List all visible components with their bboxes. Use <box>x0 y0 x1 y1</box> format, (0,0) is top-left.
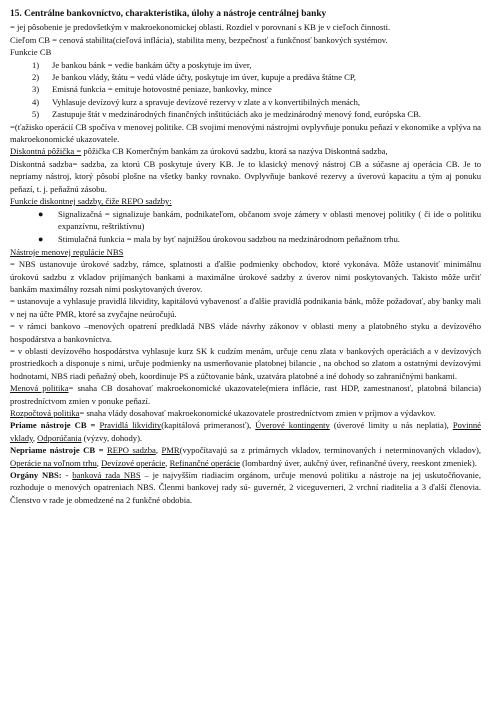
nbs-paragraph: = NBS ustanovuje úrokové sadzby, rámce, splatnosti a ďalšie podmienky obchodov, ktoré vykonáva. Môže ustanoviť minimálnu úrokovú sadzbu z vkladov prijímaných bankami a maximálne úrokové sadzby z úverov nimi poskytovaných. Takisto môže určiť bankám maximálny rozsah nimi poskytovaných úverov. <box>10 259 481 294</box>
monetary-policy-definition: Menová politika= snaha CB dosahovať makroekonomické ukazovatele(miera inflácie, rast HDP, zamestnanosť, platobná bilancia) prostredníctvom zmien v ponuke peňazí. <box>10 383 481 406</box>
nbs-organs-paragraph: Orgány NBS: - banková rada NBS – je najvyšším riadiacim orgánom, určuje menovú politiku a nástroje na jej uskutočňovanie, rozhoduje o menových opatreniach NBS. Členmi bankovej rady sú- guvernér, 2 viceguverneri, 2 vrchní riaditelia a 3 ďalší členovia. Členstvo v rade je obmedzené na 2 funkčné obdobia. <box>10 470 481 505</box>
list-item: 1) Je bankou bánk = vedie bankám účty a poskytuje im úver, <box>32 59 252 70</box>
list-item: ● Stimulačná funkcia = mala by byť najnižšou úrokovou sadzbou na medzinárodnom peňažnom trhu. <box>38 234 400 245</box>
discount-rate-paragraph: Diskontná sadzba= sadzba, za ktorú CB poskytuje úvery KB. Je to klasický menový nástroj CB a súčasne aj operácia CB. Je to nepriamy nástroj, ktorý pôsobí plošne na všetky banky rovnako. Ovplyvňuje bankové rezervy a úverovú kapacitu a tým aj ponuku peňazí, t. j. peňažnú zásobu. <box>10 158 481 194</box>
page-title: 15. Centrálne bankovníctvo, charakteristika, úlohy a nástroje centrálnej banky <box>10 9 327 19</box>
nbs-instruments-heading: Nástroje menovej regulácie NBS <box>10 246 124 257</box>
discount-loan-paragraph: Diskontná pôžička = pôžička CB Komerčným bankám za úrokovú sadzbu, ktorá sa nazýva Diskontná sadzba, <box>10 146 388 157</box>
list-item: 3) Emisná funkcia = emituje hotovostné peniaze, bankovky, mince <box>32 84 272 95</box>
bullet-icon: ● <box>38 234 44 245</box>
bullet-icon: ● <box>38 208 44 219</box>
functions-list <box>10 59 481 121</box>
functions-heading: Funkcie CB <box>10 47 52 58</box>
nbs-paragraph: = v oblasti devízového hospodárstva vyhlasuje kurz SK k cudzím menám, určuje cenu zlata v bankových operáciách a v devízových prostriedkoch a disponuje s nimi, určuje podmienky na usmerňovanie platobnej bilancie , na obchod so zlatom a ostatnými devízovými hodnotami, NBS riadi peňažný obeh, koordinuje PS a zúčtovanie bánk, uzatvára platobné a iné dohody so zahraničnými bankami. <box>10 345 481 381</box>
list-item: 2) Je bankou vlády, štátu = vedú vláde účty, poskytuje im úver, kupuje a predáva štátne CP, <box>32 72 356 83</box>
direct-instruments-paragraph: Priame nástroje CB = Pravidlá likvidity(kapitálová primeranosť), Úverové kontingenty (úverové limity u nás neplatia), Povinné vklady, Odporúčania (výzvy, dohody). <box>10 420 481 443</box>
list-item: 4) Vyhlasuje devízový kurz a spravuje devízové rezervy v zlate a v konvertibilných menách, <box>32 96 361 107</box>
discount-functions-list <box>10 208 481 246</box>
monetary-policy-paragraph: =(ťažisko operácií CB spočíva v menovej politike. CB svojimi menovými nástrojmi ovplyvňuje ponuku peňazí v ekonomike a vplýva na makroekonomické ukazovatele. <box>10 121 481 145</box>
discount-loan-term: Diskontná pôžička = <box>10 146 82 157</box>
budget-policy-definition: Rozpočtová politika= snaha vlády dosahovať makroekonomické ukazovatele prostredníctvom zmien v príjmov a výdavkov. <box>10 408 436 418</box>
list-item: ● Signalizačná = signalizuje bankám, podnikateľom, občanom svoje zámery v oblasti menovej politiky ( či ide o politiku expanzívnu, reštriktívnu) <box>38 208 481 231</box>
intro-line-1: = jej pôsobenie je predovšetkým v makroekonomickej oblasti. Rozdiel v porovnaní s KB je v cieľoch činnosti. <box>10 22 391 33</box>
indirect-instruments-paragraph: Nepriame nástroje CB = REPO sadzba, PMR(vypočítavajú sa z primárnych vkladov, terminovaných i neterminovaných vkladov), Operácie na voľnom trhu, Devízové operácie, Refinančné operácie (lombardný úver, aukčný úver, refinančné úvery, reeskont zmeniek). <box>10 445 482 468</box>
list-item: 5) Zastupuje štát v medzinárodných finančných inštitúciách ako je medzinárodný menový fond, európska CB. <box>32 109 421 120</box>
nbs-paragraph: = v rámci bankovo –menových opatrení predkladá NBS vláde návrhy zákonov v oblasti meny a platobného styku a devízového hospodárstva a bankovníctva. <box>10 321 481 344</box>
discount-functions-heading: Funkcie diskontnej sadzby, čiže REPO sadzby: <box>10 196 172 207</box>
intro-line-2: Cieľom CB = cenová stabilita(cieľová inflácia), stabilita meny, bezpečnosť a funkčnosť bankových systémov. <box>10 34 388 45</box>
nbs-paragraph: = ustanovuje a vyhlasuje pravidlá likvidity, kapitálovú vybavenosť a ďalšie pravidlá podnikania bánk, môže požadovať, aby banky mali v nej na účte PMR, ktoré sa zvyčajne neúročujú. <box>10 296 481 319</box>
